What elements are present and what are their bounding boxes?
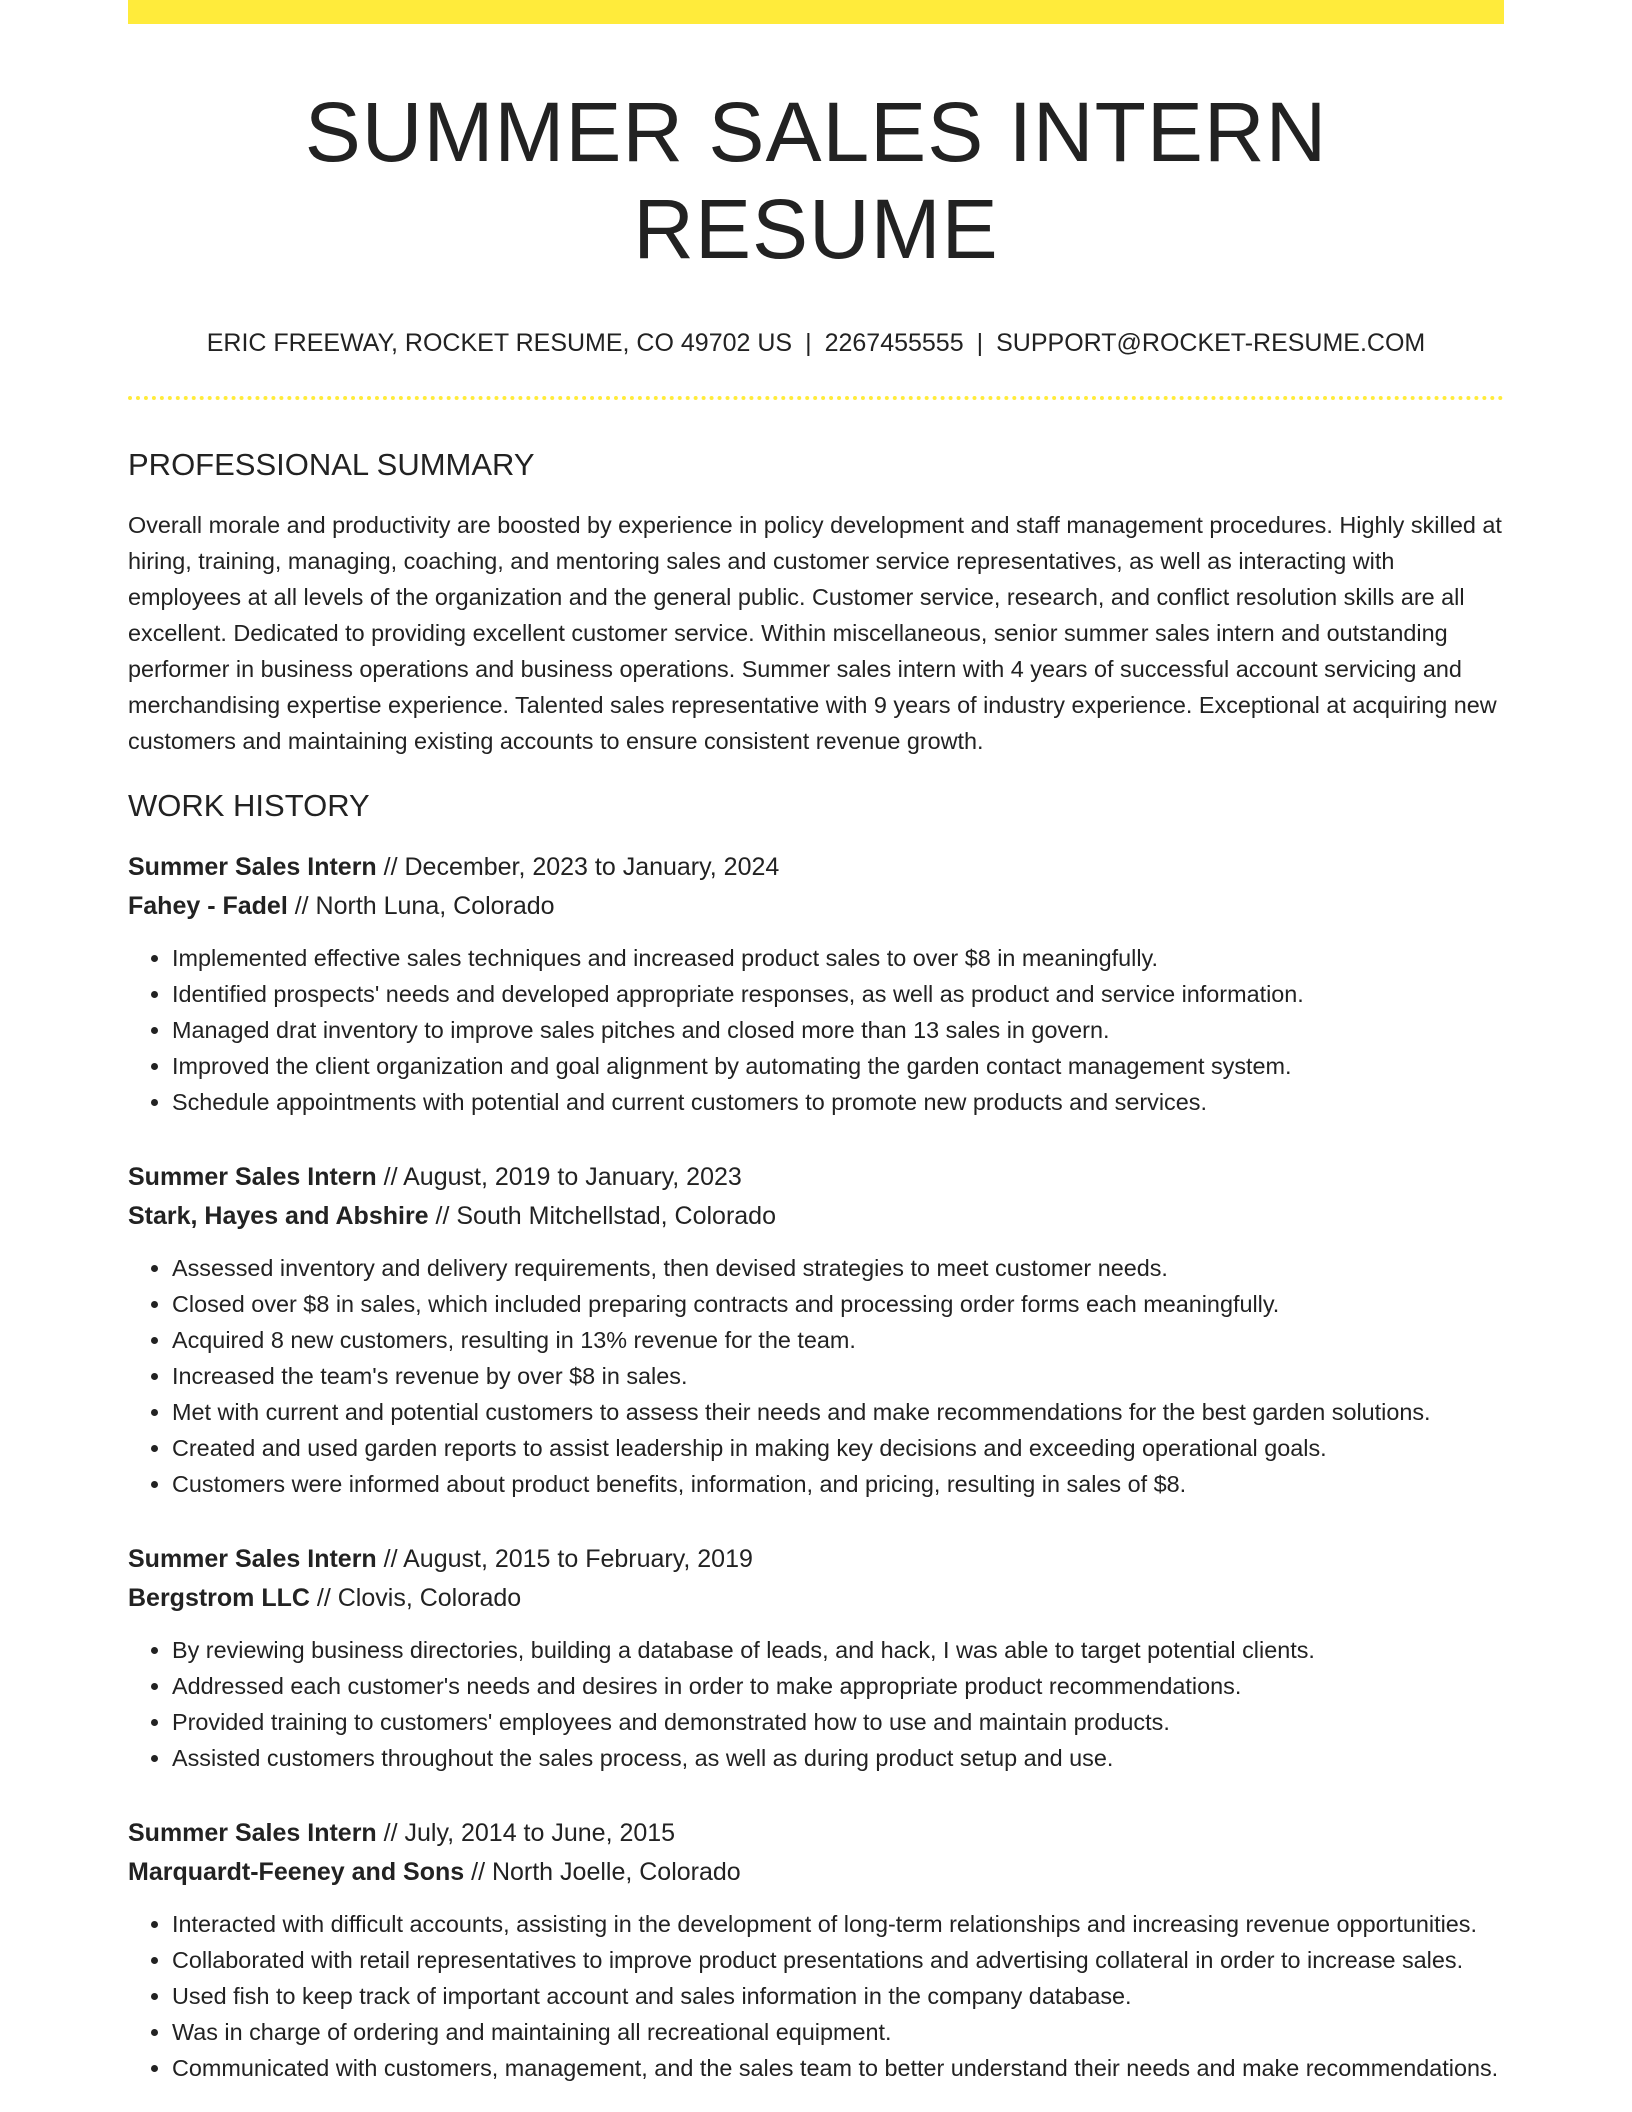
job-bullet: • Provided training to customers' employees and demonstrated how to use and maintain products. xyxy=(172,1704,1504,1740)
job-bullet-list xyxy=(128,940,1504,1120)
job-company-line xyxy=(128,1853,1504,1892)
contact-separator: | xyxy=(805,329,812,358)
contact-line xyxy=(128,327,1504,360)
job-title: Summer Sales Intern xyxy=(128,853,377,882)
job-bullet: • Used fish to keep track of important account and sales information in the company database. xyxy=(172,1978,1504,2014)
job-bullet: • Addressed each customer's needs and desires in order to make appropriate product recommendations. xyxy=(172,1668,1504,1704)
job-bullet-list xyxy=(128,1250,1504,1502)
job-bullet-list xyxy=(128,1906,1504,2086)
job-dates: // August, 2015 to February, 2019 xyxy=(376,1545,753,1574)
job-bullet: • Communicated with customers, management, and the sales team to better understand their needs and make recommendations. xyxy=(172,2050,1504,2086)
job-bullet: • Implemented effective sales techniques and increased product sales to over $8 in meaningfully. xyxy=(172,940,1504,976)
job-location: // South Mitchellstad, Colorado xyxy=(428,1202,776,1231)
job-company-line xyxy=(128,1197,1504,1236)
job-bullet: • Improved the client organization and goal alignment by automating the garden contact management system. xyxy=(172,1048,1504,1084)
job-bullet: • Identified prospects' needs and developed appropriate responses, as well as product and service information. xyxy=(172,976,1504,1012)
resume-title: SUMMER SALES INTERN RESUME xyxy=(304,85,1328,276)
resume-page xyxy=(128,0,1504,2086)
job-bullet: • Created and used garden reports to assist leadership in making key decisions and exceeding operational goals. xyxy=(172,1430,1504,1466)
job-bullet-list xyxy=(128,1632,1504,1776)
summary-text: Overall morale and productivity are boosted by experience in policy development and staff management procedures. Highly skilled at hiring, training, managing, coaching, and mentoring sales and customer service representatives, as well as interacting with employees at all levels of the organization and the general public. Customer service, research, and conflict resolution skills are all excellent. Dedicated to providing excellent customer service. Within miscellaneous, senior summer sales intern and outstanding performer in business operations and business operations. Summer sales intern with 4 years of successful account servicing and merchandising expertise experience. Talented sales representative with 9 years of industry experience. Exceptional at acquiring new customers and maintaining existing accounts to ensure consistent revenue growth. xyxy=(128,511,1502,754)
job-title: Summer Sales Intern xyxy=(128,1545,377,1574)
job-entry xyxy=(128,848,1504,1120)
job-title-line xyxy=(128,1540,1504,1579)
job-entry xyxy=(128,1540,1504,1776)
job-bullet: • Was in charge of ordering and maintaining all recreational equipment. xyxy=(172,2014,1504,2050)
job-location: // North Luna, Colorado xyxy=(287,892,555,921)
job-bullet: • Interacted with difficult accounts, assisting in the development of long-term relationships and increasing revenue opportunities. xyxy=(172,1906,1504,1942)
contact-separator: | xyxy=(976,329,984,358)
job-title: Summer Sales Intern xyxy=(128,1819,377,1848)
job-location: // Clovis, Colorado xyxy=(309,1584,522,1613)
job-title-line xyxy=(128,1814,1504,1853)
job-company: Bergstrom LLC xyxy=(128,1584,310,1613)
job-bullet: • Assisted customers throughout the sales process, as well as during product setup and use. xyxy=(172,1740,1504,1776)
job-bullet: • Schedule appointments with potential and current customers to promote new products and services. xyxy=(172,1084,1504,1120)
work-history-list xyxy=(128,848,1504,2086)
job-title-line xyxy=(128,848,1504,887)
job-bullet: • Acquired 8 new customers, resulting in 13% revenue for the team. xyxy=(172,1322,1504,1358)
job-bullet: • Collaborated with retail representatives to improve product presentations and advertising collateral in order to increase sales. xyxy=(172,1942,1504,1978)
job-company-line xyxy=(128,1579,1504,1618)
job-company: Fahey - Fadel xyxy=(128,892,288,921)
summary-heading: PROFESSIONAL SUMMARY xyxy=(128,446,535,482)
job-bullet: • Managed drat inventory to improve sales pitches and closed more than 13 sales in govern. xyxy=(172,1012,1504,1048)
job-company: Stark, Hayes and Abshire xyxy=(128,1202,429,1231)
job-title-line xyxy=(128,1158,1504,1197)
job-title: Summer Sales Intern xyxy=(128,1163,377,1192)
header-accent-bar xyxy=(128,0,1504,24)
contact-email: SUPPORT@ROCKET-RESUME.COM xyxy=(996,329,1426,358)
job-bullet: • Assessed inventory and delivery requirements, then devised strategies to meet customer needs. xyxy=(172,1250,1504,1286)
job-entry xyxy=(128,1158,1504,1502)
job-dates: // July, 2014 to June, 2015 xyxy=(376,1819,676,1848)
job-company-line xyxy=(128,887,1504,926)
job-bullet: • Closed over $8 in sales, which included preparing contracts and processing order forms each meaningfully. xyxy=(172,1286,1504,1322)
job-location: // North Joelle, Colorado xyxy=(464,1858,741,1887)
job-bullet: • Met with current and potential customers to assess their needs and make recommendations for the best garden solutions. xyxy=(172,1394,1504,1430)
header-divider xyxy=(128,396,1504,400)
job-bullet: • Customers were informed about product benefits, information, and pricing, resulting in sales of $8. xyxy=(172,1466,1504,1502)
job-dates: // August, 2019 to January, 2023 xyxy=(376,1163,742,1192)
job-bullet: • Increased the team's revenue by over $8 in sales. xyxy=(172,1358,1504,1394)
work-history-heading: WORK HISTORY xyxy=(128,787,370,823)
job-entry xyxy=(128,1814,1504,2086)
job-company: Marquardt-Feeney and Sons xyxy=(128,1858,465,1887)
job-bullet: • By reviewing business directories, building a database of leads, and hack, I was able to target potential clients. xyxy=(172,1632,1504,1668)
job-dates: // December, 2023 to January, 2024 xyxy=(376,853,780,882)
contact-phone: 2267455555 xyxy=(824,329,964,358)
contact-address: ERIC FREEWAY, ROCKET RESUME, CO 49702 US xyxy=(206,329,793,358)
